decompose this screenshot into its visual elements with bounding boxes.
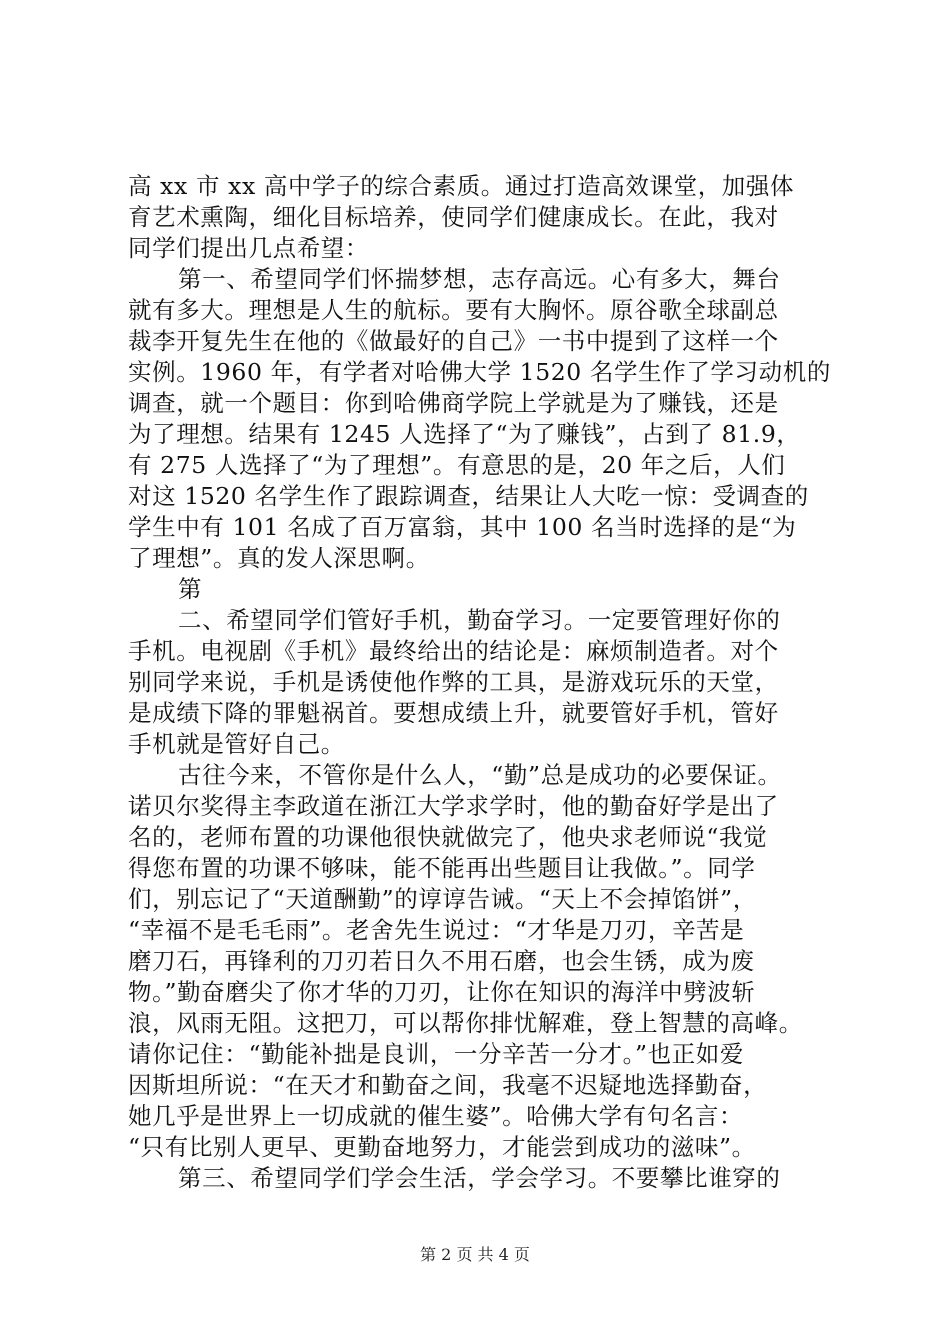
text-line: 因斯坦所说：“在天才和勤奋之间，我毫不迟疑地选择勤奋，	[128, 1071, 768, 1099]
text-line: 手机就是管好自己。	[128, 730, 345, 758]
text-line: “只有比别人更早、更勤奋地努力，才能尝到成功的滋味”。	[128, 1133, 756, 1161]
text-line: 了理想”。真的发人深思啊。	[128, 544, 430, 572]
text-line: 请你记住：“勤能补拙是良训，一分辛苦一分才。”也正如爱	[128, 1040, 744, 1068]
text-line: 诺贝尔奖得主李政道在浙江大学求学时，他的勤奋好学是出了	[128, 792, 779, 820]
text-line: 有 275 人选择了“为了理想”。有意思的是，20 年之后，人们	[128, 451, 786, 479]
text-line: 调查，就一个题目：你到哈佛商学院上学就是为了赚钱，还是	[128, 389, 779, 417]
text-line: 高 xx 市 xx 高中学子的综合素质。通过打造高效课堂，加强体	[128, 172, 795, 200]
text-line: 手机。电视剧《手机》最终给出的结论是：麻烦制造者。对个	[128, 637, 779, 665]
text-line: 们，别忘记了“天道酬勤”的谆谆告诫。“天上不会掉馅饼”，	[128, 885, 757, 913]
text-line: “幸福不是毛毛雨”。老舍先生说过：“才华是刀刃，辛苦是	[128, 916, 745, 944]
text-line: 学生中有 101 名成了百万富翁，其中 100 名当时选择的是“为	[128, 513, 797, 541]
document-body	[128, 171, 838, 1194]
text-line: 得您布置的功课不够味，能不能再出些题目让我做。”。同学	[128, 854, 756, 882]
text-line: 二、希望同学们管好手机，勤奋学习。一定要管理好你的	[178, 606, 781, 634]
text-line: 第一、希望同学们怀揣梦想，志存高远。心有多大，舞台	[178, 265, 781, 293]
text-line: 就有多大。理想是人生的航标。要有大胸怀。原谷歌全球副总	[128, 296, 779, 324]
text-line: 为了理想。结果有 1245 人选择了“为了赚钱”，占到了 81.9，	[128, 420, 801, 448]
text-line: 第三、希望同学们学会生活，学会学习。不要攀比谁穿的	[178, 1164, 781, 1192]
text-line: 裁李开复先生在他的《做最好的自己》一书中提到了这样一个	[128, 327, 779, 355]
text-line: 古往今来，不管你是什么人，“勤”总是成功的必要保证。	[178, 761, 782, 789]
page-number-footer: 第 2 页 共 4 页	[420, 1245, 530, 1264]
text-line: 实例。1960 年，有学者对哈佛大学 1520 名学生作了学习动机的	[128, 358, 831, 386]
text-line: 浪，风雨无阻。这把刀，可以帮你排忧解难，登上智慧的高峰。	[128, 1009, 803, 1037]
text-line: 她几乎是世界上一切成就的催生婆”。哈佛大学有句名言：	[128, 1102, 744, 1130]
text-line: 物。”勤奋磨尖了你才华的刀刃，让你在知识的海洋中劈波斩	[128, 978, 756, 1006]
text-line: 是成绩下降的罪魁祸首。要想成绩上升，就要管好手机，管好	[128, 699, 779, 727]
text-line: 名的，老师布置的功课他很快就做完了，他央求老师说“我觉	[128, 823, 768, 851]
text-line: 别同学来说，手机是诱使他作弊的工具，是游戏玩乐的天堂，	[128, 668, 779, 696]
text-line: 同学们提出几点希望：	[128, 234, 369, 262]
text-line: 育艺术熏陶，细化目标培养，使同学们健康成长。在此，我对	[128, 203, 779, 231]
text-line: 第	[178, 575, 203, 603]
text-line: 磨刀石，再锋利的刀刃若日久不用石磨，也会生锈，成为废	[128, 947, 755, 975]
text-line: 对这 1520 名学生作了跟踪调查，结果让人大吃一惊：受调查的	[128, 482, 809, 510]
